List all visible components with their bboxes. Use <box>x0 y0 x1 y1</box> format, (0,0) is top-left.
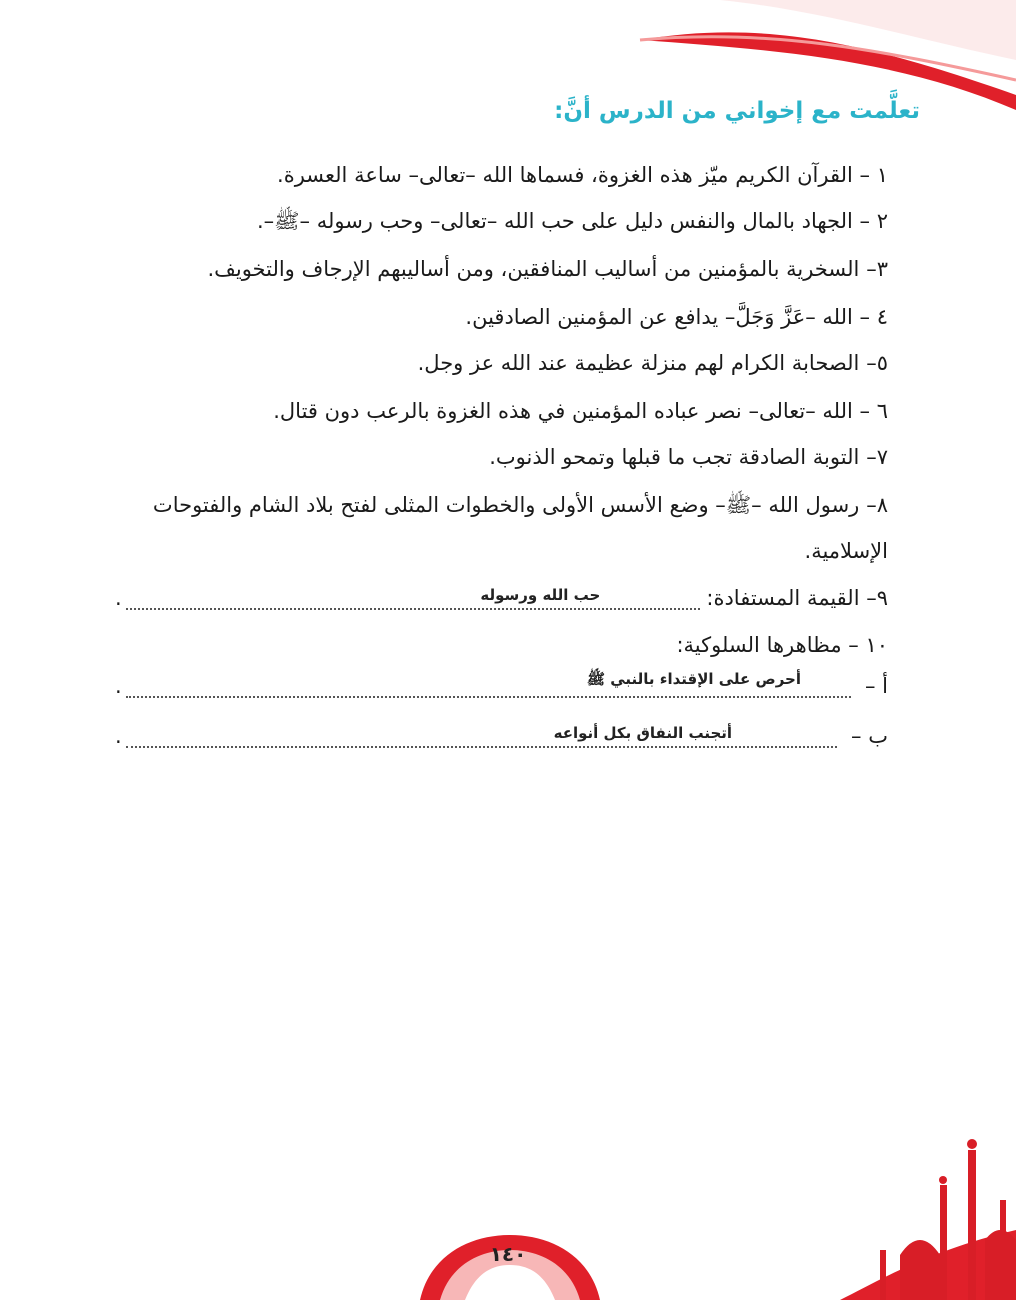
summary-item-5: ٥– الصحابة الكرام لهم منزلة عظيمة عند الله عز وجل. <box>417 351 888 375</box>
value-answer-field[interactable]: حب الله ورسوله <box>126 590 701 610</box>
value-row: ٩– القيمة المستفادة: حب الله ورسوله . <box>115 586 888 610</box>
page-number: ١٤٠ <box>489 1242 527 1266</box>
behavior-row-b: ب – أتجنب النفاق بكل أنواعه . <box>115 724 888 748</box>
behavior-a-answer-field[interactable]: أحرص على الإقتداء بالنبي ﷺ <box>126 678 851 698</box>
mosque-silhouette-icon <box>840 1130 1016 1300</box>
summary-item-6: ٦ – الله –تعالى– نصر عباده المؤمنين في هذه الغزوة بالرعب دون قتال. <box>273 399 888 423</box>
summary-item-2: ٢ – الجهاد بالمال والنفس دليل على حب الله –تعالى– وحب رسوله –ﷺ–. <box>256 209 888 233</box>
summary-item-4: ٤ – الله –عَزَّ وَجَلَّ– يدافع عن المؤمنين الصادقين. <box>465 305 888 329</box>
summary-item-3: ٣– السخرية بالمؤمنين من أساليب المنافقين، ومن أساليبهم الإرجاف والتخويف. <box>207 257 888 281</box>
behavior-b-answer-field[interactable]: أتجنب النفاق بكل أنواعه <box>126 728 837 748</box>
lesson-summary-heading: تعلَّمت مع إخواني من الدرس أنَّ: <box>554 98 920 124</box>
summary-item-1: ١ – القرآن الكريم ميّز هذه الغزوة، فسماها الله –تعالى– ساعة العسرة. <box>277 163 888 187</box>
behaviors-label: ١٠ – مظاهرها السلوكية: <box>676 633 888 657</box>
summary-item-7: ٧– التوبة الصادقة تجب ما قبلها وتمحو الذنوب. <box>489 445 888 469</box>
summary-item-8: ٨– رسول الله –ﷺ– وضع الأسس الأولى والخطوات المثلى لفتح بلاد الشام والفتوحات الإسلامية. <box>152 493 888 563</box>
decorative-ribbon <box>600 0 1016 110</box>
behavior-row-a: أ – أحرص على الإقتداء بالنبي ﷺ . <box>115 670 888 698</box>
